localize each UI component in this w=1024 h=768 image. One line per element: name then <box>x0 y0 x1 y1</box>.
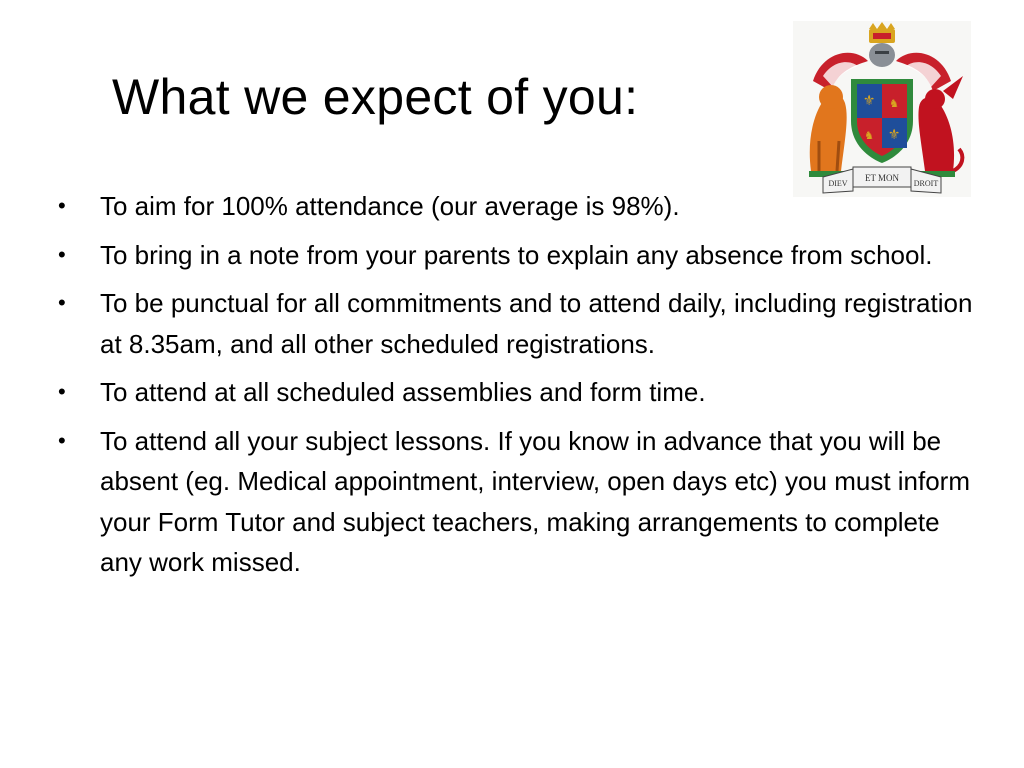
svg-text:♞: ♞ <box>889 97 899 110</box>
motto-word-2: ET MON <box>864 173 900 183</box>
bullet-icon: • <box>58 193 66 218</box>
motto-word-1: DIEV <box>828 179 848 188</box>
bullet-item <box>58 283 978 364</box>
bullet-item <box>58 421 978 583</box>
bullet-item <box>58 372 978 413</box>
bullet-icon: • <box>58 241 66 267</box>
bullet-icon: • <box>58 379 66 404</box>
school-crest-icon <box>793 21 971 197</box>
svg-text:⚜: ⚜ <box>887 127 901 143</box>
slide-title: What we expect of you: <box>112 69 639 125</box>
bullet-text: To be punctual for all commitments and to attend daily, including registration at 8.35am, and all other scheduled registrations. <box>100 288 973 359</box>
bullet-text: To attend all your subject lessons. If you know in advance that you will be absent (eg. Medical appointment, interview, open days etc) you must inform your Form Tutor and subject teachers, making arrangements to complete any work missed. <box>100 425 970 577</box>
bullet-text: To bring in a note from your parents to explain any absence from school. <box>100 239 933 270</box>
bullet-item <box>58 235 978 276</box>
svg-text:♞: ♞ <box>864 129 874 142</box>
bullet-item <box>58 186 978 227</box>
bullet-text: To attend at all scheduled assemblies and form time. <box>100 377 706 407</box>
bullet-list <box>58 186 978 591</box>
bullet-icon: • <box>58 427 66 453</box>
bullet-icon: • <box>58 290 66 315</box>
svg-text:⚜: ⚜ <box>862 93 876 109</box>
motto-word-3: DROIT <box>913 179 939 188</box>
bullet-text: To aim for 100% attendance (our average is 98%). <box>100 191 680 221</box>
